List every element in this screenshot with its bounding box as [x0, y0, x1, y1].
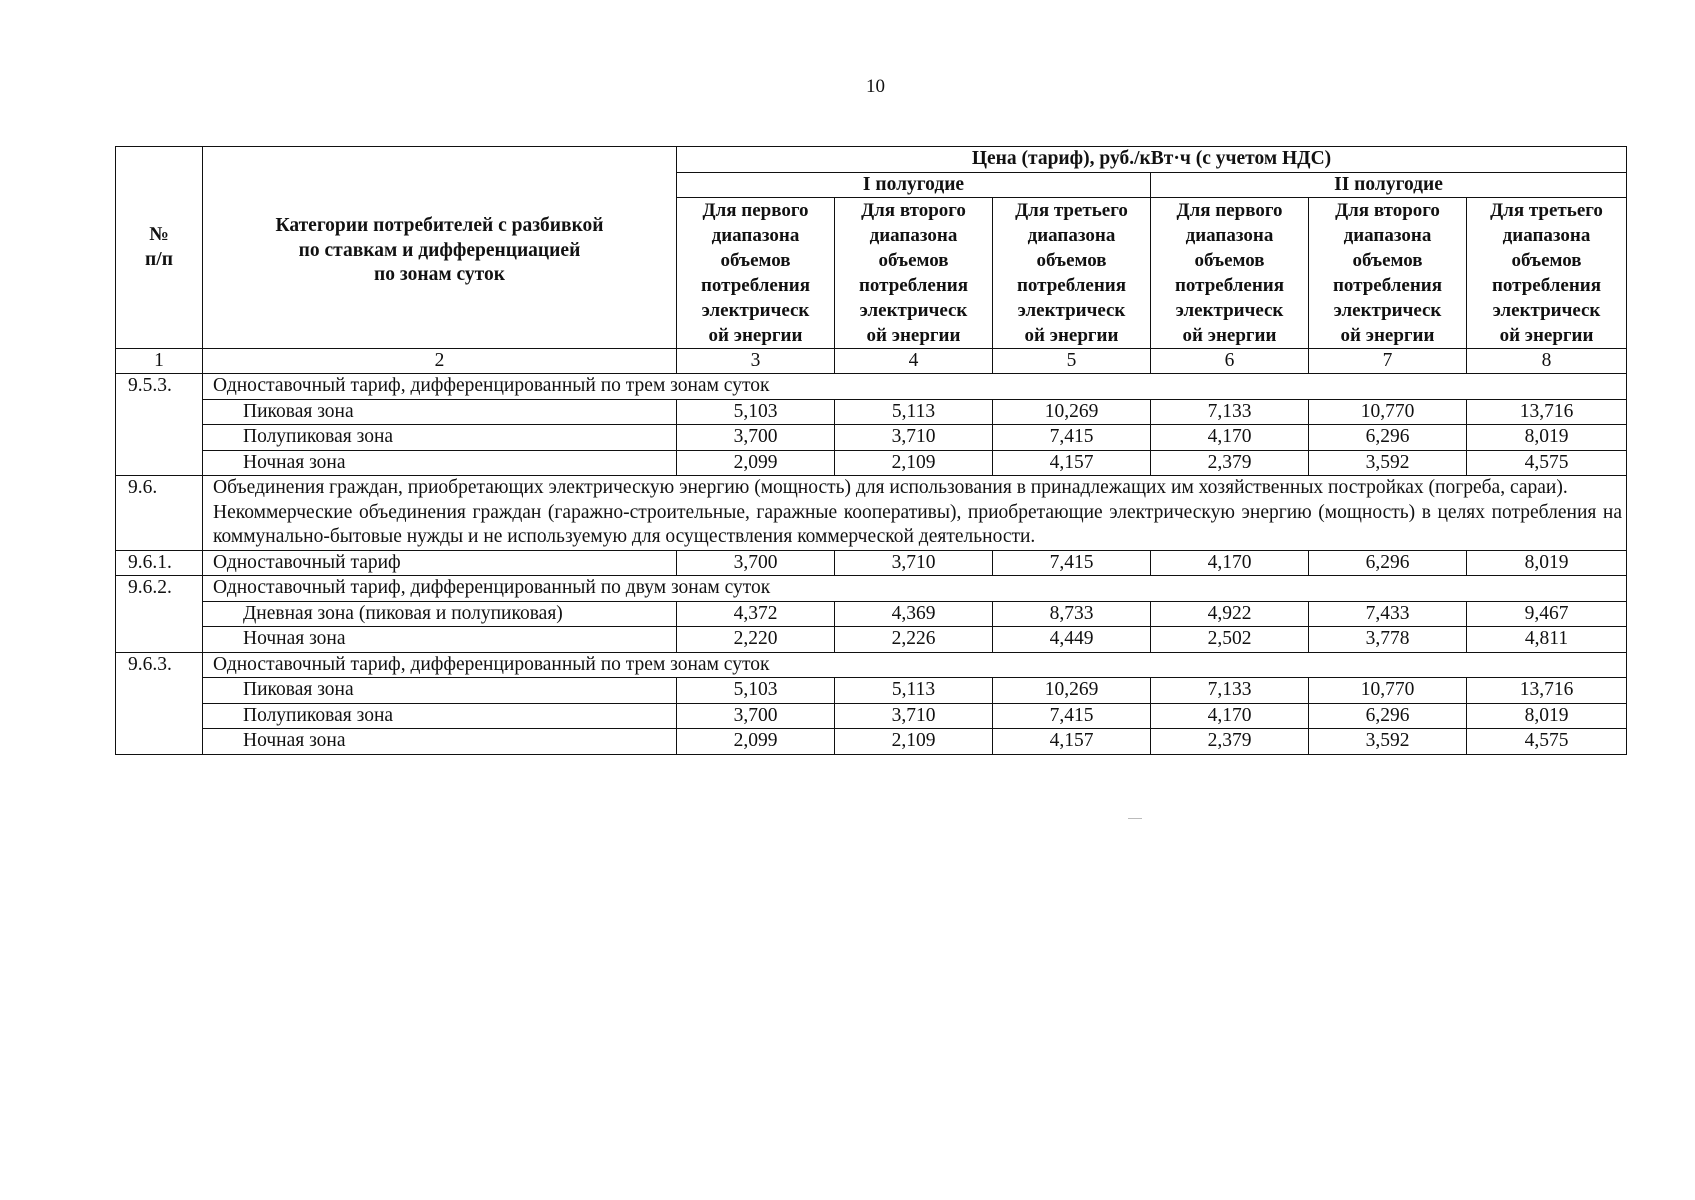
cell-value: 2,379 — [1151, 450, 1309, 476]
column-index: 3 — [677, 349, 835, 374]
row-label: Полупиковая зона — [203, 703, 677, 729]
header-range-1-half-1: Для первого диапазона объемов потребления электрическ ой энергии — [677, 198, 835, 349]
cell-value: 7,133 — [1151, 399, 1309, 425]
header-range-3-half-2: Для третьего диапазона объемов потребления электрическ ой энергии — [1467, 198, 1627, 349]
cell-value: 2,220 — [677, 627, 835, 653]
cell-value: 4,369 — [835, 601, 993, 627]
row-number: 9.6. — [116, 476, 203, 551]
column-index: 6 — [1151, 349, 1309, 374]
table-row — [116, 703, 1627, 729]
header-range-3-half-1: Для третьего диапазона объемов потребления электрическ ой энергии — [993, 198, 1151, 349]
cell-value: 4,170 — [1151, 550, 1309, 576]
column-index: 1 — [116, 349, 203, 374]
row-number: 9.6.3. — [116, 652, 203, 678]
header-number-column — [116, 147, 203, 349]
cell-value: 4,811 — [1467, 627, 1627, 653]
cell-value: 2,099 — [677, 450, 835, 476]
table-row — [116, 652, 1627, 678]
header-category-text: Категории потребителей с разбивкой по ставкам и дифференциацией по зонам суток — [275, 215, 604, 285]
cell-value: 2,099 — [677, 729, 835, 755]
header-range-1-half-2: Для первого диапазона объемов потребления электрическ ой энергии — [1151, 198, 1309, 349]
cell-value: 5,103 — [677, 399, 835, 425]
table-row — [116, 576, 1627, 602]
cell-value: 3,592 — [1309, 729, 1467, 755]
table-row — [116, 399, 1627, 425]
cell-value: 13,716 — [1467, 399, 1627, 425]
page-number: 10 — [866, 76, 885, 97]
cell-value: 13,716 — [1467, 678, 1627, 704]
column-index: 8 — [1467, 349, 1627, 374]
cell-value: 4,170 — [1151, 703, 1309, 729]
cell-value: 4,575 — [1467, 450, 1627, 476]
row-label: Ночная зона — [203, 729, 677, 755]
cell-value: 7,415 — [993, 703, 1151, 729]
column-index-row — [116, 349, 1627, 374]
cell-value: 2,502 — [1151, 627, 1309, 653]
cell-value: 7,415 — [993, 425, 1151, 451]
row-number: 9.6.1. — [116, 550, 203, 576]
column-index: 7 — [1309, 349, 1467, 374]
row-label: Ночная зона — [203, 450, 677, 476]
cell-value: 8,733 — [993, 601, 1151, 627]
cell-value: 10,770 — [1309, 678, 1467, 704]
table-row — [116, 729, 1627, 755]
cell-value: 4,170 — [1151, 425, 1309, 451]
scan-mark — [1128, 818, 1142, 819]
cell-value: 5,113 — [835, 678, 993, 704]
row-label: Пиковая зона — [203, 678, 677, 704]
group-title: Одноставочный тариф, дифференцированный по двум зонам суток — [203, 576, 1627, 602]
cell-value: 3,700 — [677, 425, 835, 451]
cell-value: 4,449 — [993, 627, 1151, 653]
table-row — [116, 450, 1627, 476]
row-number: 9.5.3. — [116, 374, 203, 400]
cell-value: 4,372 — [677, 601, 835, 627]
cell-value: 10,269 — [993, 399, 1151, 425]
cell-value: 3,778 — [1309, 627, 1467, 653]
header-price-title: Цена (тариф), руб./кВт·ч (с учетом НДС) — [677, 147, 1627, 173]
header-range-2-half-2: Для второго диапазона объемов потребления электрическ ой энергии — [1309, 198, 1467, 349]
cell-value: 3,710 — [835, 425, 993, 451]
table-row — [116, 678, 1627, 704]
cell-value: 5,113 — [835, 399, 993, 425]
row-label: Полупиковая зона — [203, 425, 677, 451]
table-row — [116, 374, 1627, 400]
cell-value: 4,922 — [1151, 601, 1309, 627]
group-title: Одноставочный тариф, дифференцированный по трем зонам суток — [203, 374, 1627, 400]
cell-value: 3,710 — [835, 550, 993, 576]
cell-value: 8,019 — [1467, 550, 1627, 576]
table-row — [116, 425, 1627, 451]
header-category-column — [203, 147, 677, 349]
cell-value: 6,296 — [1309, 550, 1467, 576]
cell-value: 3,700 — [677, 703, 835, 729]
note-paragraph: Некоммерческие объединения граждан (гаражно-строительные, гаражные кооперативы), приобретающие электрическую энергию (мощность) в целях потребления на коммунально-бытовые нужды и не используемую для осуществления коммерческой деятельности. — [213, 501, 1623, 547]
group-title: Одноставочный тариф, дифференцированный по трем зонам суток — [203, 652, 1627, 678]
cell-value: 8,019 — [1467, 703, 1627, 729]
cell-value: 4,575 — [1467, 729, 1627, 755]
group-note — [203, 476, 1627, 551]
cell-value: 4,157 — [993, 729, 1151, 755]
cell-value: 6,296 — [1309, 703, 1467, 729]
cell-value: 10,770 — [1309, 399, 1467, 425]
row-label: Ночная зона — [203, 627, 677, 653]
cell-value: 10,269 — [993, 678, 1151, 704]
column-index: 5 — [993, 349, 1151, 374]
cell-value: 2,226 — [835, 627, 993, 653]
header-number-text: № п/п — [145, 224, 173, 270]
cell-value: 3,592 — [1309, 450, 1467, 476]
column-index: 4 — [835, 349, 993, 374]
row-label: Дневная зона (пиковая и полупиковая) — [203, 601, 677, 627]
cell-value: 7,133 — [1151, 678, 1309, 704]
cell-value: 3,700 — [677, 550, 835, 576]
table-row — [116, 476, 1627, 551]
row-label: Одноставочный тариф — [203, 550, 677, 576]
cell-value: 2,379 — [1151, 729, 1309, 755]
cell-value: 8,019 — [1467, 425, 1627, 451]
cell-value: 6,296 — [1309, 425, 1467, 451]
cell-value: 3,710 — [835, 703, 993, 729]
cell-value: 5,103 — [677, 678, 835, 704]
header-half-year-2: II полугодие — [1151, 172, 1627, 198]
table-row — [116, 627, 1627, 653]
cell-value: 2,109 — [835, 729, 993, 755]
note-paragraph: Объединения граждан, приобретающих электрическую энергию (мощность) для использования в принадлежащих им хозяйственных постройках (погреба, сараи). — [213, 477, 1568, 498]
table-row — [116, 601, 1627, 627]
cell-value: 7,415 — [993, 550, 1151, 576]
column-index: 2 — [203, 349, 677, 374]
cell-value: 7,433 — [1309, 601, 1467, 627]
table-row — [116, 550, 1627, 576]
header-half-year-1: I полугодие — [677, 172, 1151, 198]
row-number: 9.6.2. — [116, 576, 203, 602]
cell-value: 2,109 — [835, 450, 993, 476]
row-label: Пиковая зона — [203, 399, 677, 425]
tariff-table — [115, 146, 1627, 755]
cell-value: 4,157 — [993, 450, 1151, 476]
header-range-2-half-1: Для второго диапазона объемов потребления электрическ ой энергии — [835, 198, 993, 349]
cell-value: 9,467 — [1467, 601, 1627, 627]
